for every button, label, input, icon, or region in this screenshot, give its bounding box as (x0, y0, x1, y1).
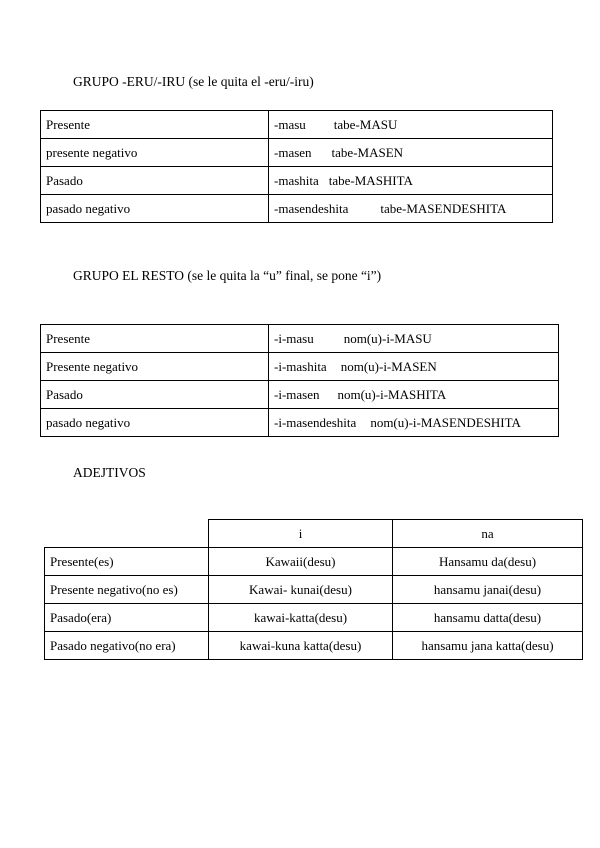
header-na: na (393, 520, 583, 548)
row-label: Presente (41, 111, 269, 139)
example: tabe-MASEN (331, 144, 404, 160)
row-label: Presente negativo (41, 353, 269, 381)
row-form (269, 325, 559, 353)
heading-grupo-eru: GRUPO -ERU/-IRU (se le quita el -eru/-iru) (73, 74, 314, 89)
table-row (41, 381, 559, 409)
i-form: kawai-kuna katta(desu) (209, 632, 393, 660)
i-form: Kawaii(desu) (209, 548, 393, 576)
table-header-row (45, 520, 583, 548)
row-form (269, 409, 559, 437)
row-label: Pasado negativo(no era) (45, 632, 209, 660)
suffix: -i-mashita (274, 358, 327, 374)
table-adjetivos (44, 519, 583, 660)
example: tabe-MASENDESHITA (380, 200, 507, 216)
row-label: Presente(es) (45, 548, 209, 576)
header-blank (45, 520, 209, 548)
row-label: Presente (41, 325, 269, 353)
na-form: Hansamu da(desu) (393, 548, 583, 576)
table-row (41, 195, 553, 223)
table-row (41, 139, 553, 167)
header-i: i (209, 520, 393, 548)
suffix: -i-masen (274, 386, 320, 402)
table-row (41, 325, 559, 353)
example: tabe-MASHITA (328, 172, 413, 188)
table-row (45, 576, 583, 604)
row-form (269, 381, 559, 409)
heading-grupo-resto: GRUPO EL RESTO (se le quita la “u” final, se pone “i”) (73, 268, 382, 283)
suffix: -mashita (274, 172, 319, 188)
row-form (269, 353, 559, 381)
row-label: Presente negativo(no es) (45, 576, 209, 604)
table-row (45, 548, 583, 576)
na-form: hansamu datta(desu) (393, 604, 583, 632)
suffix: -i-masu (274, 330, 314, 346)
row-label: presente negativo (41, 139, 269, 167)
table-row (41, 167, 553, 195)
table-row (45, 632, 583, 660)
heading-adjetivos: ADEJTIVOS (73, 465, 146, 480)
row-form (269, 111, 553, 139)
row-form (269, 167, 553, 195)
example: tabe-MASU (333, 116, 398, 132)
row-label: pasado negativo (41, 195, 269, 223)
na-form: hansamu jana katta(desu) (393, 632, 583, 660)
table-row (41, 409, 559, 437)
table-row (41, 111, 553, 139)
row-label: Pasado (41, 381, 269, 409)
row-form (269, 195, 553, 223)
example: nom(u)-i-MASHITA (337, 386, 447, 402)
row-form (269, 139, 553, 167)
example: nom(u)-i-MASU (343, 330, 432, 346)
row-label: pasado negativo (41, 409, 269, 437)
example: nom(u)-i-MASENDESHITA (370, 414, 521, 430)
table-row (41, 353, 559, 381)
na-form: hansamu janai(desu) (393, 576, 583, 604)
suffix: -masen (274, 144, 312, 160)
suffix: -i-masendeshita (274, 414, 357, 430)
table-row (45, 604, 583, 632)
example: nom(u)-i-MASEN (340, 358, 437, 374)
suffix: -masendeshita (274, 200, 349, 216)
i-form: kawai-katta(desu) (209, 604, 393, 632)
i-form: Kawai- kunai(desu) (209, 576, 393, 604)
row-label: Pasado (41, 167, 269, 195)
table-grupo-resto (40, 324, 559, 437)
row-label: Pasado(era) (45, 604, 209, 632)
suffix: -masu (274, 116, 306, 132)
table-grupo-eru (40, 110, 553, 223)
